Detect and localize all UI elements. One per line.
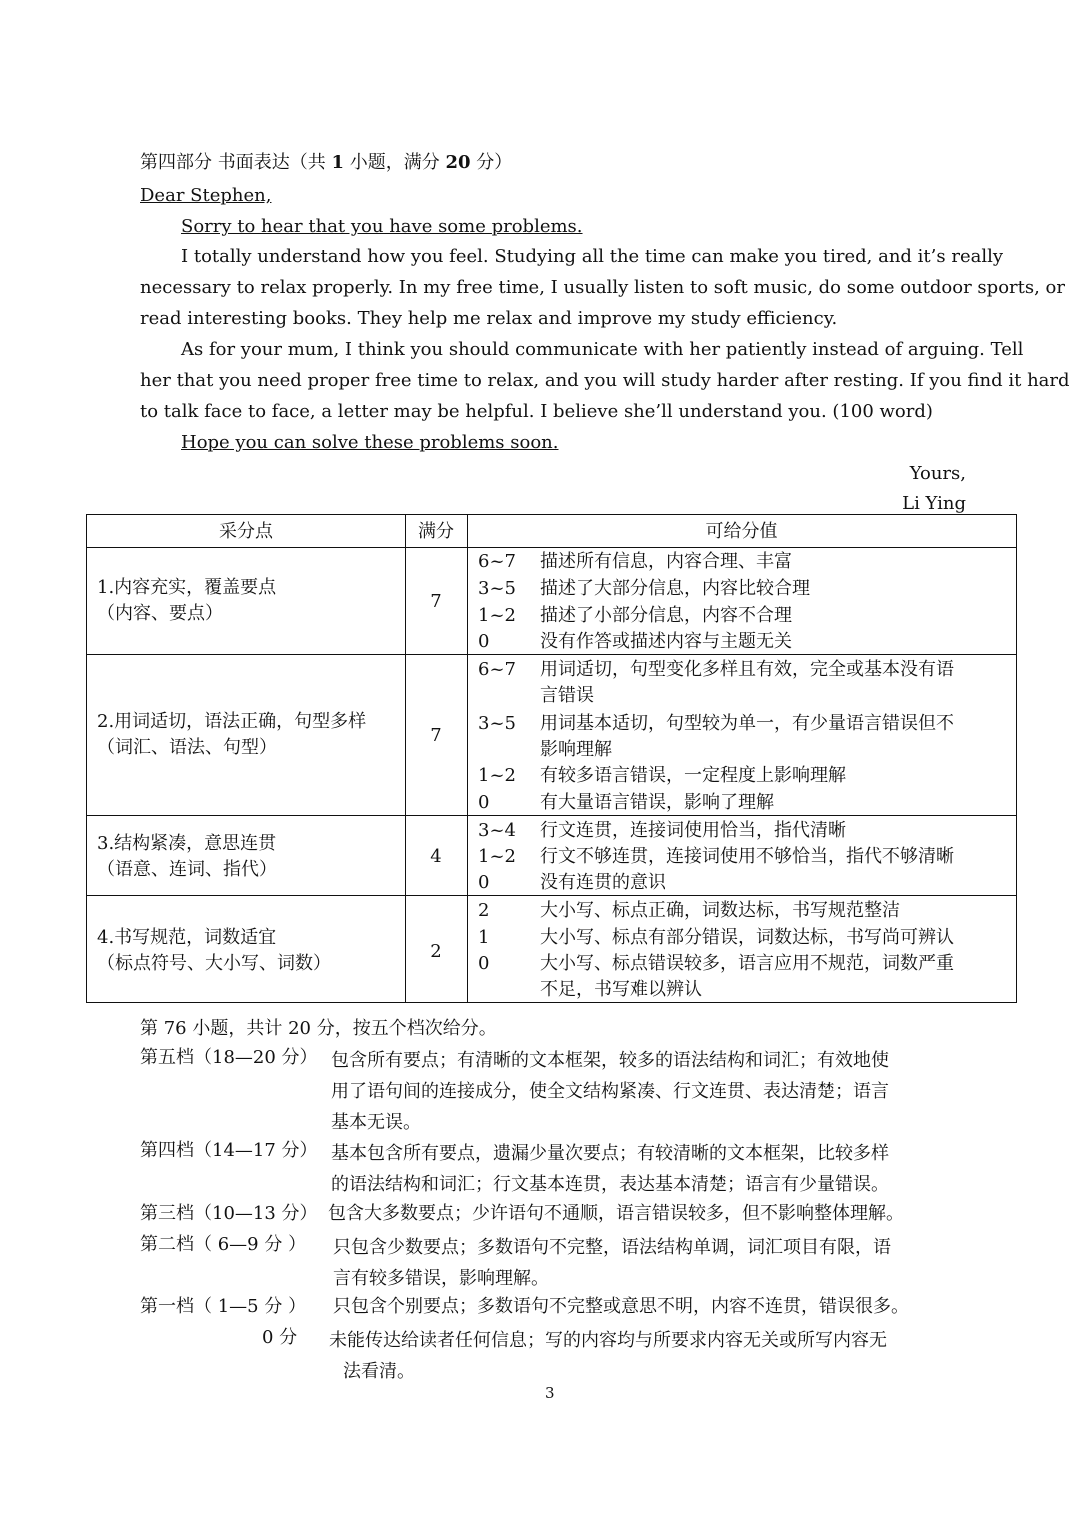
table-row-4-level-score: 2 <box>478 900 490 921</box>
table-header-full-score: 满分 <box>418 521 454 542</box>
table-row-1-level-score: 1~2 <box>478 605 516 626</box>
band-0-label: 0 分 <box>262 1327 298 1348</box>
letter-paragraph-1-line-1: I totally understand how you feel. Studying all the time can make you tired, and it’s really <box>181 246 1004 267</box>
table-row-2-level-score: 0 <box>478 792 490 813</box>
letter-signature-name: Li Ying <box>902 493 966 514</box>
table-row-1-level-score: 3~5 <box>478 578 516 599</box>
table-row-2-level-score: 6~7 <box>478 659 516 680</box>
table-row-1-full: 7 <box>430 591 442 612</box>
table-row-1-level-desc: 描述所有信息，内容合理、丰富 <box>540 551 792 572</box>
table-row-2-level-score: 3~5 <box>478 713 516 734</box>
band-2-label: 第二档（ 6—9 分 ） <box>140 1234 307 1255</box>
table-row-2-level-desc: 用词适切，句型变化多样且有效，完全或基本没有语 言错误 <box>540 659 954 706</box>
table-header-score-values: 可给分值 <box>705 521 778 542</box>
letter-signoff: Yours, <box>909 463 966 484</box>
letter-paragraph-1-line-2: necessary to relax properly. In my free time, I usually listen to soft music, do some outdoor sports, or <box>140 277 1065 298</box>
table-row-4-level-desc: 大小写、标点错误较多，语言应用不规范，词数严重 不足，书写难以辨认 <box>540 953 954 1000</box>
table-row-2-point: 2.用词适切，语法正确，句型多样 （词汇、语法、句型） <box>97 711 367 758</box>
table-row-3-full: 4 <box>430 846 442 867</box>
table-row-4-point: 4.书写规范，词数适宜 （标点符号、大小写、词数） <box>97 927 331 974</box>
letter-closing: Hope you can solve these problems soon. <box>181 432 559 453</box>
table-row-4-level-score: 0 <box>478 953 490 974</box>
band-0-desc: 未能传达给读者任何信息；写的内容均与所要求内容无关或所写内容无 法看清。 <box>329 1330 887 1382</box>
band-5-desc: 包含所有要点；有清晰的文本框架，较多的语法结构和词汇；有效地使 用了语句间的连接成分，使全文结构紧凑、行文连贯、表达清楚；语言 基本无误。 <box>331 1050 889 1133</box>
letter-paragraph-2-line-2: her that you need proper free time to relax, and you will study harder after resting. If you find it hard <box>140 370 1070 391</box>
table-row-3-level-score: 1~2 <box>478 846 516 867</box>
table-row-2-level-desc: 有大量语言错误，影响了理解 <box>540 792 774 813</box>
table-row-1-level-desc: 没有作答或描述内容与主题无关 <box>540 631 792 652</box>
table-row-3-level-desc: 行文不够连贯，连接词使用不够恰当，指代不够清晰 <box>540 846 954 867</box>
page-number: 3 <box>545 1384 555 1402</box>
section-title: 第四部分 书面表达（共 1 小题，满分 20 分） <box>140 152 513 173</box>
letter-paragraph-2-line-3: to talk face to face, a letter may be helpful. I believe she’ll understand you. (100 word) <box>140 401 933 422</box>
table-row-3-point: 3.结构紧凑，意思连贯 （语意、连词、指代） <box>97 833 277 880</box>
table-row-1-level-desc: 描述了大部分信息，内容比较合理 <box>540 578 810 599</box>
band-2-desc: 只包含少数要点；多数语句不完整，语法结构单调，词汇项目有限，语 言有较多错误，影响理解。 <box>333 1237 891 1289</box>
table-row-1-level-score: 0 <box>478 631 490 652</box>
scoring-table <box>86 514 1017 1003</box>
table-row-2-level-desc: 用词基本适切，句型较为单一，有少量语言错误但不 影响理解 <box>540 713 954 760</box>
table-row-1-level-score: 6~7 <box>478 551 516 572</box>
table-row-4-full: 2 <box>430 941 442 962</box>
table-row-2-full: 7 <box>430 725 442 746</box>
table-row-3-level-score: 0 <box>478 872 490 893</box>
letter-opening: Sorry to hear that you have some problems. <box>181 216 583 237</box>
table-header-points: 采分点 <box>219 521 273 542</box>
letter-paragraph-2-line-1: As for your mum, I think you should communicate with her patiently instead of arguing. Tell <box>181 339 1024 360</box>
table-row-1-level-desc: 描述了小部分信息，内容不合理 <box>540 605 792 626</box>
band-1-label: 第一档（ 1—5 分 ） <box>140 1296 307 1317</box>
table-row-2-level-desc: 有较多语言错误，一定程度上影响理解 <box>540 765 846 786</box>
table-row-2-level-score: 1~2 <box>478 765 516 786</box>
band-4-desc: 基本包含所有要点，遗漏少量次要点；有较清晰的文本框架，比较多样 的语法结构和词汇；行文基本连贯，表达基本清楚；语言有少量错误。 <box>331 1143 889 1195</box>
band-1-desc: 只包含个别要点；多数语句不完整或意思不明，内容不连贯，错误很多。 <box>333 1296 909 1317</box>
table-row-1-point: 1.内容充实，覆盖要点 （内容、要点） <box>97 577 277 624</box>
letter-paragraph-1-line-3: read interesting books. They help me relax and improve my study efficiency. <box>140 308 838 329</box>
grading-intro: 第 76 小题，共计 20 分，按五个档次给分。 <box>140 1018 497 1039</box>
table-row-4-level-desc: 大小写、标点正确，词数达标，书写规范整洁 <box>540 900 900 921</box>
table-row-4-level-desc: 大小写、标点有部分错误，词数达标，书写尚可辨认 <box>540 927 954 948</box>
table-row-4-level-score: 1 <box>478 927 490 948</box>
band-5-label: 第五档（18—20 分） <box>140 1047 318 1068</box>
letter-salutation: Dear Stephen, <box>140 185 272 206</box>
table-row-3-level-score: 3~4 <box>478 820 516 841</box>
table-row-3-level-desc: 没有连贯的意识 <box>540 872 666 893</box>
band-3-label: 第三档（10—13 分） <box>140 1203 318 1224</box>
band-3-desc: 包含大多数要点；少许语句不通顺，语言错误较多，但不影响整体理解。 <box>328 1203 904 1224</box>
band-4-label: 第四档（14—17 分） <box>140 1140 318 1161</box>
table-row-3-level-desc: 行文连贯，连接词使用恰当，指代清晰 <box>540 820 846 841</box>
